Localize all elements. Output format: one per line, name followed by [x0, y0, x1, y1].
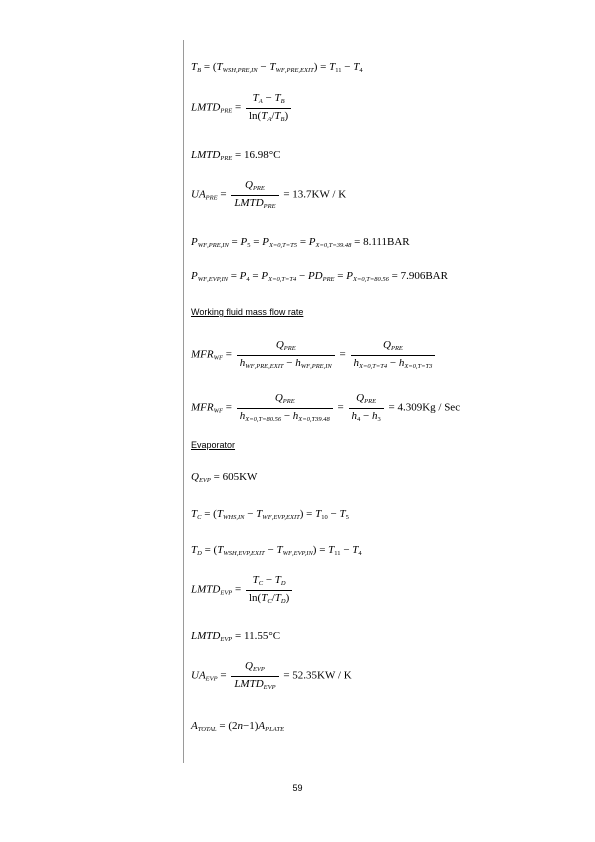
ua-pre-value: 13.7KW / K [292, 188, 347, 201]
equation-lmtd-pre-value: $LMTD_{PRE} = 16.98^\circ C$ [191, 149, 281, 162]
equation-lmtd-evp-value: $LMTD_{EVP} = 11.55^\circ C$ [191, 630, 281, 643]
equation-p-wf-evp-in: $P_{WF,EVP,IN} = P_4 = P_{X=0,T=T4} - PD_{PRE} = P_{X=0,T=80.56} = 7.906BAR$ [191, 270, 448, 283]
heading-evaporator: Evaporator [191, 440, 236, 450]
p-pre-in-value: 8.111BAR [363, 236, 410, 248]
equation-td: $T_D = (T_{WSH,EVP,EXIT} - T_{WF,EVP,IN}) = T_{11} - T_4$ [191, 544, 362, 557]
equation-ua-pre: $UA_{PRE}$ = $\frac{Q_{PRE}}{LMTD_{PRE}}$ = 13.7KW / K [191, 179, 347, 210]
p-evp-in-value: 7.906BAR [400, 270, 448, 282]
equation-mfr-value: $MFR_{WF}$ = $\frac{Q_{PRE}}{h_{X=0,T=80.56} - h_{X=0,T39.48}}$ = $\frac{Q_{PRE}}{h_4 - h_3}$ = 4.309Kg / Sec [191, 392, 461, 423]
equation-tb: $T_B = (T_{WSH,PRE,IN} - T_{WF,PRE,EXIT}) = T_{11} - T_4$ [191, 61, 363, 74]
equation-tc: $T_C = (T_{WHS,IN} - T_{WF,EVP,EXIT}) = T_{10} - T_5$ [191, 508, 349, 521]
lmtd-pre-value: 16.98°C [243, 149, 281, 161]
q-evp-value: 605KW [222, 471, 258, 483]
lmtd-evp-value: 11.55°C [243, 630, 281, 642]
equation-lmtd-evp-definition: $LMTD_{EVP}$ = $\frac{T_C - T_D}{\ln(T_C/T_D)}$ [191, 575, 294, 605]
left-margin-line [183, 40, 184, 763]
equation-q-evp: $Q_{EVP} = 605KW$ [191, 471, 258, 484]
equation-lmtd-pre-definition: $LMTD_{PRE}$ = $\frac{T_A - T_B}{\ln(T_A/T_B)}$ [191, 93, 293, 123]
mfr-value: 4.309Kg / Sec [397, 401, 461, 414]
equation-ua-evp: $UA_{EVP}$ = $\frac{Q_{EVP}}{LMTD_{EVP}}$ = 52.35KW / K [191, 660, 352, 691]
heading-working-fluid-mass-flow-rate: Working fluid mass flow rate [191, 307, 304, 317]
equation-a-total: $A_{TOTAL} = (2n-1)A_{PLATE}$ [191, 720, 285, 733]
equation-mfr-definition: $MFR_{WF}$ = $\frac{Q_{PRE}}{h_{WF,PRE,EXIT} - h_{WF,PRE,IN}}$ = $\frac{Q_{PRE}}{h_{X=0,T=T4} - h_{X=0,T=T3}}$ [191, 340, 437, 370]
equation-p-wf-pre-in: $P_{WF,PRE,IN} = P_5 = P_{X=0,T=T5} = P_{X=0,T=39.48} = 8.111BAR$ [191, 236, 410, 249]
page-number: 59 [292, 783, 303, 793]
ua-evp-value: 52.35KW / K [292, 669, 352, 682]
